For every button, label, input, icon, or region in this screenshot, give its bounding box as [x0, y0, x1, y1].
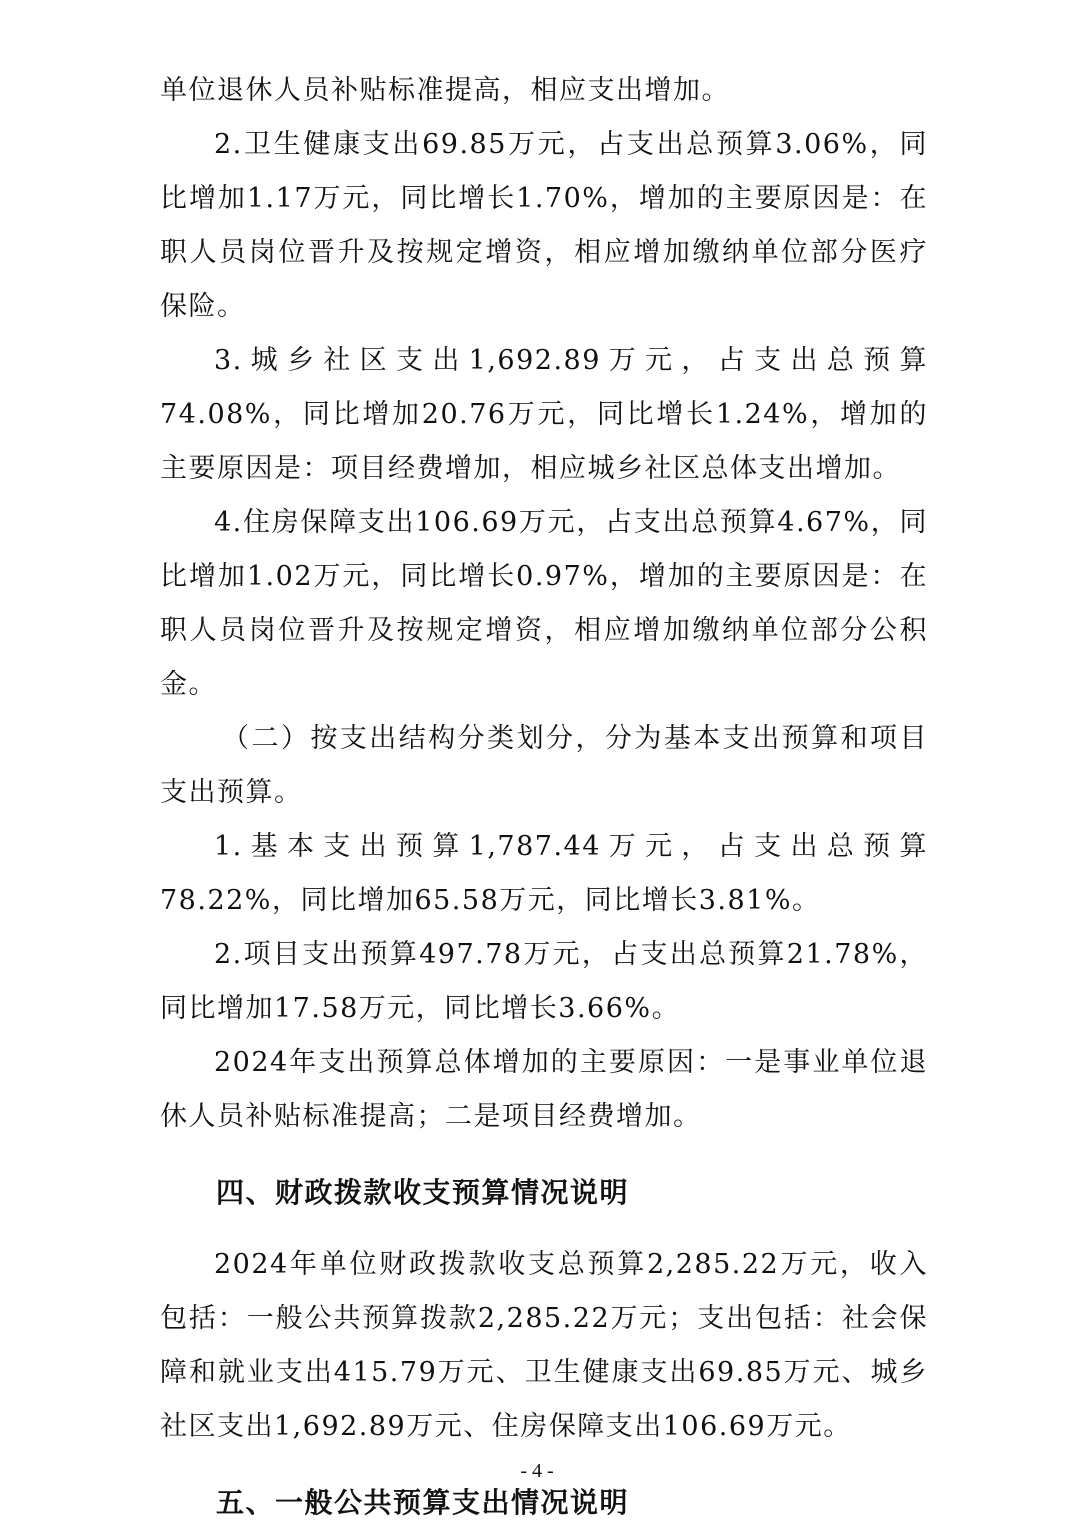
health-expenditure-paragraph: 2.卫生健康支出69.85万元，占支出总预算3.06%，同比增加1.17万元，同比增长1.70%，增加的主要原因是：在职人员岗位晋升及按规定增资，相应增加缴纳单位部分医疗保险。	[160, 129, 928, 322]
basic-expenditure-paragraph: 1.基本支出预算1,787.44万元，占支出总预算78.22%，同比增加65.58万元，同比增长3.81%。	[160, 831, 928, 916]
section-4-heading: 四、财政拨款收支预算情况说明	[216, 1176, 630, 1209]
project-expenditure-paragraph: 2.项目支出预算497.78万元，占支出总预算21.78%，同比增加17.58万元，同比增长3.66%。	[160, 939, 928, 1024]
continuation-paragraph: 单位退休人员补贴标准提高，相应支出增加。	[160, 75, 730, 106]
urban-rural-expenditure-paragraph: 3.城乡社区支出1,692.89万元，占支出总预算74.08%，同比增加20.76万元，同比增长1.24%，增加的主要原因是：项目经费增加，相应城乡社区总体支出增加。	[160, 345, 928, 484]
overall-increase-paragraph: 2024年支出预算总体增加的主要原因：一是事业单位退休人员补贴标准提高；二是项目经费增加。	[160, 1047, 928, 1132]
housing-expenditure-paragraph: 4.住房保障支出106.69万元，占支出总预算4.67%，同比增加1.02万元，同比增长0.97%，增加的主要原因是：在职人员岗位晋升及按规定增资，相应增加缴纳单位部分公积金。	[160, 507, 928, 700]
page-content	[160, 64, 928, 1530]
page-number: - 4 -	[520, 1460, 554, 1482]
section-5-heading: 五、一般公共预算支出情况说明	[216, 1486, 630, 1519]
expenditure-structure-paragraph: （二）按支出结构分类划分，分为基本支出预算和项目支出预算。	[160, 723, 928, 808]
section-4-paragraph: 2024年单位财政拨款收支总预算2,285.22万元，收入包括：一般公共预算拨款2,285.22万元；支出包括：社会保障和就业支出415.79万元、卫生健康支出69.85万元、城乡社区支出1,692.89万元、住房保障支出106.69万元。	[160, 1249, 928, 1442]
